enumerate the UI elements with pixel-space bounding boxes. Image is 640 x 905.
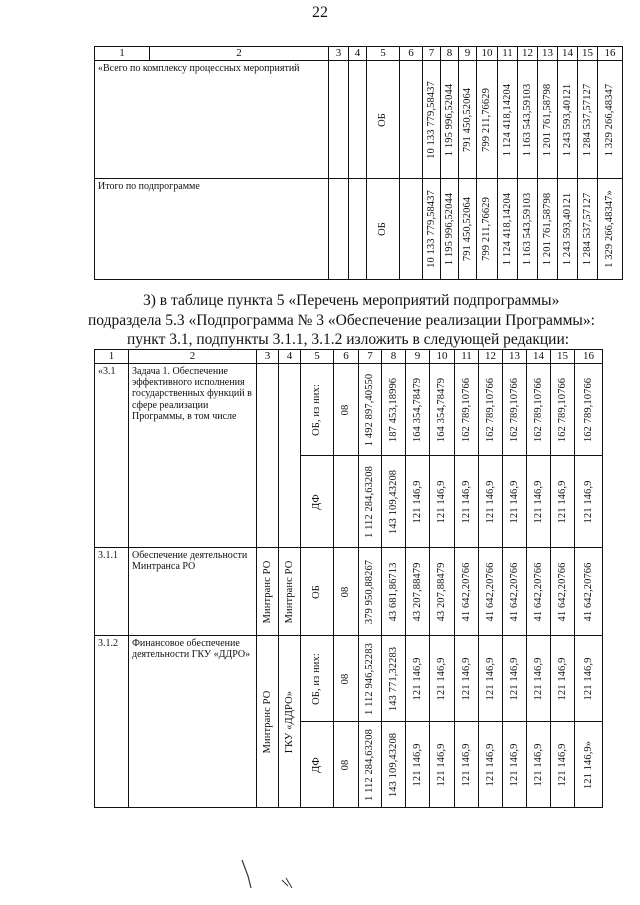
value-cell: 1 243 593,40121: [561, 192, 573, 266]
value-cell: 121 146,9: [508, 480, 520, 523]
value-cell: 1 163 543,59103: [521, 192, 533, 266]
value-cell: 162 789,10766: [484, 377, 496, 442]
value-cell: 121 146,9: [508, 743, 520, 786]
source-cell: ОБ: [311, 584, 323, 599]
value-cell: 41 642,20766: [582, 562, 594, 621]
value-cell: 162 789,10766: [460, 377, 472, 442]
code-cell: 08: [340, 673, 352, 684]
header-row: [95, 47, 623, 61]
value-cell: 121 146,9: [582, 480, 594, 523]
col-header: 15: [578, 47, 598, 61]
table-measures: [94, 349, 603, 808]
value-cell: 379 950,88267: [364, 559, 376, 624]
item-number: 3.1.1: [95, 548, 129, 636]
col-header: 13: [538, 47, 558, 61]
col-header: 8: [441, 47, 459, 61]
value-cell: 791 450,52064: [461, 87, 473, 152]
value-cell: 1 243 593,40121: [561, 83, 573, 156]
value-cell: 799 211,76629: [481, 87, 493, 152]
value-cell: 791 450,52064: [461, 196, 473, 262]
col-header: 7: [423, 47, 441, 61]
value-cell: 41 642,20766: [508, 562, 520, 621]
value-cell: 162 789,10766: [532, 377, 544, 442]
paragraph-line: подраздела 5.3 «Подпрограмма № 3 «Обеспечение реализации Программы»:: [88, 311, 595, 329]
value-cell: 121 146,9»: [582, 740, 594, 789]
value-cell: 121 146,9: [411, 743, 423, 786]
col-header: 12: [518, 47, 538, 61]
value-cell: 1 329 266,48347: [604, 83, 616, 156]
value-cell: 43 207,88479: [436, 562, 448, 621]
item-number: 3.1.2: [95, 636, 129, 808]
value-cell: 41 642,20766: [484, 562, 496, 621]
col-header: 6: [334, 350, 359, 364]
source-cell: ОБ, из них:: [311, 652, 323, 705]
value-cell: 143 109,43208: [387, 469, 399, 534]
col-header: 2: [150, 47, 329, 61]
col-header: 5: [367, 47, 400, 61]
source-cell: ОБ, из них:: [311, 383, 323, 436]
table-row: [95, 179, 623, 280]
value-cell: 41 642,20766: [556, 562, 568, 621]
value-cell: 1 112 284,63208: [364, 728, 376, 801]
value-cell: 41 642,20766: [460, 562, 472, 621]
value-cell: 121 146,9: [460, 657, 472, 700]
item-label: Обеспечение деятельности Минтранса РО: [129, 548, 257, 636]
value-cell: 1 329 266,48347»: [604, 190, 616, 268]
col-header: 4: [349, 47, 367, 61]
value-cell: 121 146,9: [436, 480, 448, 523]
value-cell: 41 642,20766: [532, 562, 544, 621]
col-header: 11: [498, 47, 518, 61]
header-row: [95, 350, 603, 364]
value-cell: 121 146,9: [436, 657, 448, 700]
value-cell: 121 146,9: [460, 743, 472, 786]
value-cell: 10 133 779,58437: [425, 80, 437, 159]
value-cell: 1 284 537,57127: [581, 192, 593, 266]
col-header: 4: [279, 350, 301, 364]
amendment-paragraph: [88, 291, 608, 350]
value-cell: 121 146,9: [582, 657, 594, 700]
value-cell: 1 201 761,58798: [541, 83, 553, 156]
col-header: 13: [503, 350, 527, 364]
col-header: 9: [459, 47, 477, 61]
code-cell: 08: [340, 404, 352, 415]
value-cell: 121 146,9: [436, 743, 448, 786]
value-cell: 121 146,9: [484, 480, 496, 523]
row-label: «Всего по комплексу процессных мероприятий: [95, 61, 329, 179]
source-cell: ОБ: [377, 112, 389, 127]
code-cell: 08: [340, 586, 352, 597]
value-cell: 162 789,10766: [556, 377, 568, 442]
col-header: 3: [329, 47, 349, 61]
value-cell: 1 195 996,52044: [443, 192, 455, 266]
col-header: 11: [455, 350, 479, 364]
code-cell: 08: [340, 759, 352, 770]
source-cell: ДФ: [311, 493, 323, 510]
col-header: 15: [551, 350, 575, 364]
value-cell: 121 146,9: [556, 743, 568, 786]
paragraph-line: пункт 3.1, подпункты 3.1.1, 3.1.2 изложить в следующей редакции:: [126, 331, 570, 348]
value-cell: 162 789,10766: [508, 377, 520, 442]
value-cell: 121 146,9: [508, 657, 520, 700]
value-cell: 1 492 897,40550: [364, 373, 376, 446]
col-header: 14: [558, 47, 578, 61]
value-cell: 121 146,9: [484, 657, 496, 700]
value-cell: 1 112 946,52283: [364, 642, 376, 715]
value-cell: 121 146,9: [460, 480, 472, 523]
page-number: 22: [312, 4, 328, 21]
col-header: 3: [257, 350, 279, 364]
value-cell: 1 112 284,63208: [364, 465, 376, 538]
col-header: 10: [430, 350, 455, 364]
value-cell: 164 354,78479: [436, 377, 448, 442]
value-cell: 10 133 779,58437: [425, 190, 437, 268]
value-cell: 1 201 761,58798: [541, 192, 553, 266]
value-cell: 43 681,86713: [387, 562, 399, 621]
executor-cell: Минтранс РО: [261, 560, 273, 623]
col-header: 12: [479, 350, 503, 364]
value-cell: 143 109,43208: [387, 732, 399, 797]
col-header: 2: [129, 350, 257, 364]
value-cell: 121 146,9: [556, 480, 568, 523]
table-row: [95, 548, 603, 636]
value-cell: 121 146,9: [532, 657, 544, 700]
value-cell: 121 146,9: [411, 657, 423, 700]
item-label: Финансовое обеспечение деятельности ГКУ «ДДРО»: [129, 636, 257, 808]
col-header: 1: [95, 350, 129, 364]
table-totals: [94, 46, 623, 280]
value-cell: 1 124 418,14204: [501, 192, 513, 266]
col-header: 8: [382, 350, 406, 364]
item-label: Задача 1. Обеспечение эффективного исполнения государственных функций в сфере реализации Программы, в том числе: [129, 364, 257, 548]
table-row: [95, 636, 603, 722]
value-cell: 1 284 537,57127: [581, 83, 593, 156]
source-cell: ОБ: [377, 222, 389, 236]
row-label: Итого по подпрограмме: [95, 179, 329, 280]
value-cell: 187 453,18996: [387, 377, 399, 442]
table-row: [95, 364, 603, 456]
value-cell: 799 211,76629: [481, 197, 493, 261]
table-row: [95, 61, 623, 179]
value-cell: 162 789,10766: [582, 377, 594, 442]
col-header: 14: [527, 350, 551, 364]
col-header: 16: [598, 47, 623, 61]
col-header: 10: [477, 47, 498, 61]
value-cell: 1 163 543,59103: [521, 83, 533, 156]
value-cell: 121 146,9: [532, 743, 544, 786]
col-header: 5: [301, 350, 334, 364]
col-header: 6: [400, 47, 423, 61]
item-number: «3.1: [95, 364, 129, 548]
pen-mark-icon: [238, 858, 298, 894]
value-cell: 1 124 418,14204: [501, 83, 513, 156]
value-cell: 43 207,88479: [411, 562, 423, 621]
value-cell: 121 146,9: [556, 657, 568, 700]
value-cell: 164 354,78479: [411, 377, 423, 442]
col-header: 9: [406, 350, 430, 364]
value-cell: 121 146,9: [532, 480, 544, 523]
value-cell: 1 195 996,52044: [443, 83, 455, 156]
value-cell: 121 146,9: [484, 743, 496, 786]
executor-cell: Минтранс РО: [283, 560, 295, 623]
value-cell: 121 146,9: [411, 480, 423, 523]
paragraph-line: 3) в таблице пункта 5 «Перечень мероприятий подпрограммы»: [143, 292, 560, 309]
executor-cell: ГКУ «ДДРО»: [283, 690, 295, 753]
col-header: 1: [95, 47, 150, 61]
executor-cell: Минтранс РО: [261, 690, 273, 753]
col-header: 16: [575, 350, 603, 364]
value-cell: 143 771,32283: [387, 646, 399, 711]
source-cell: ДФ: [311, 756, 323, 773]
col-header: 7: [359, 350, 382, 364]
